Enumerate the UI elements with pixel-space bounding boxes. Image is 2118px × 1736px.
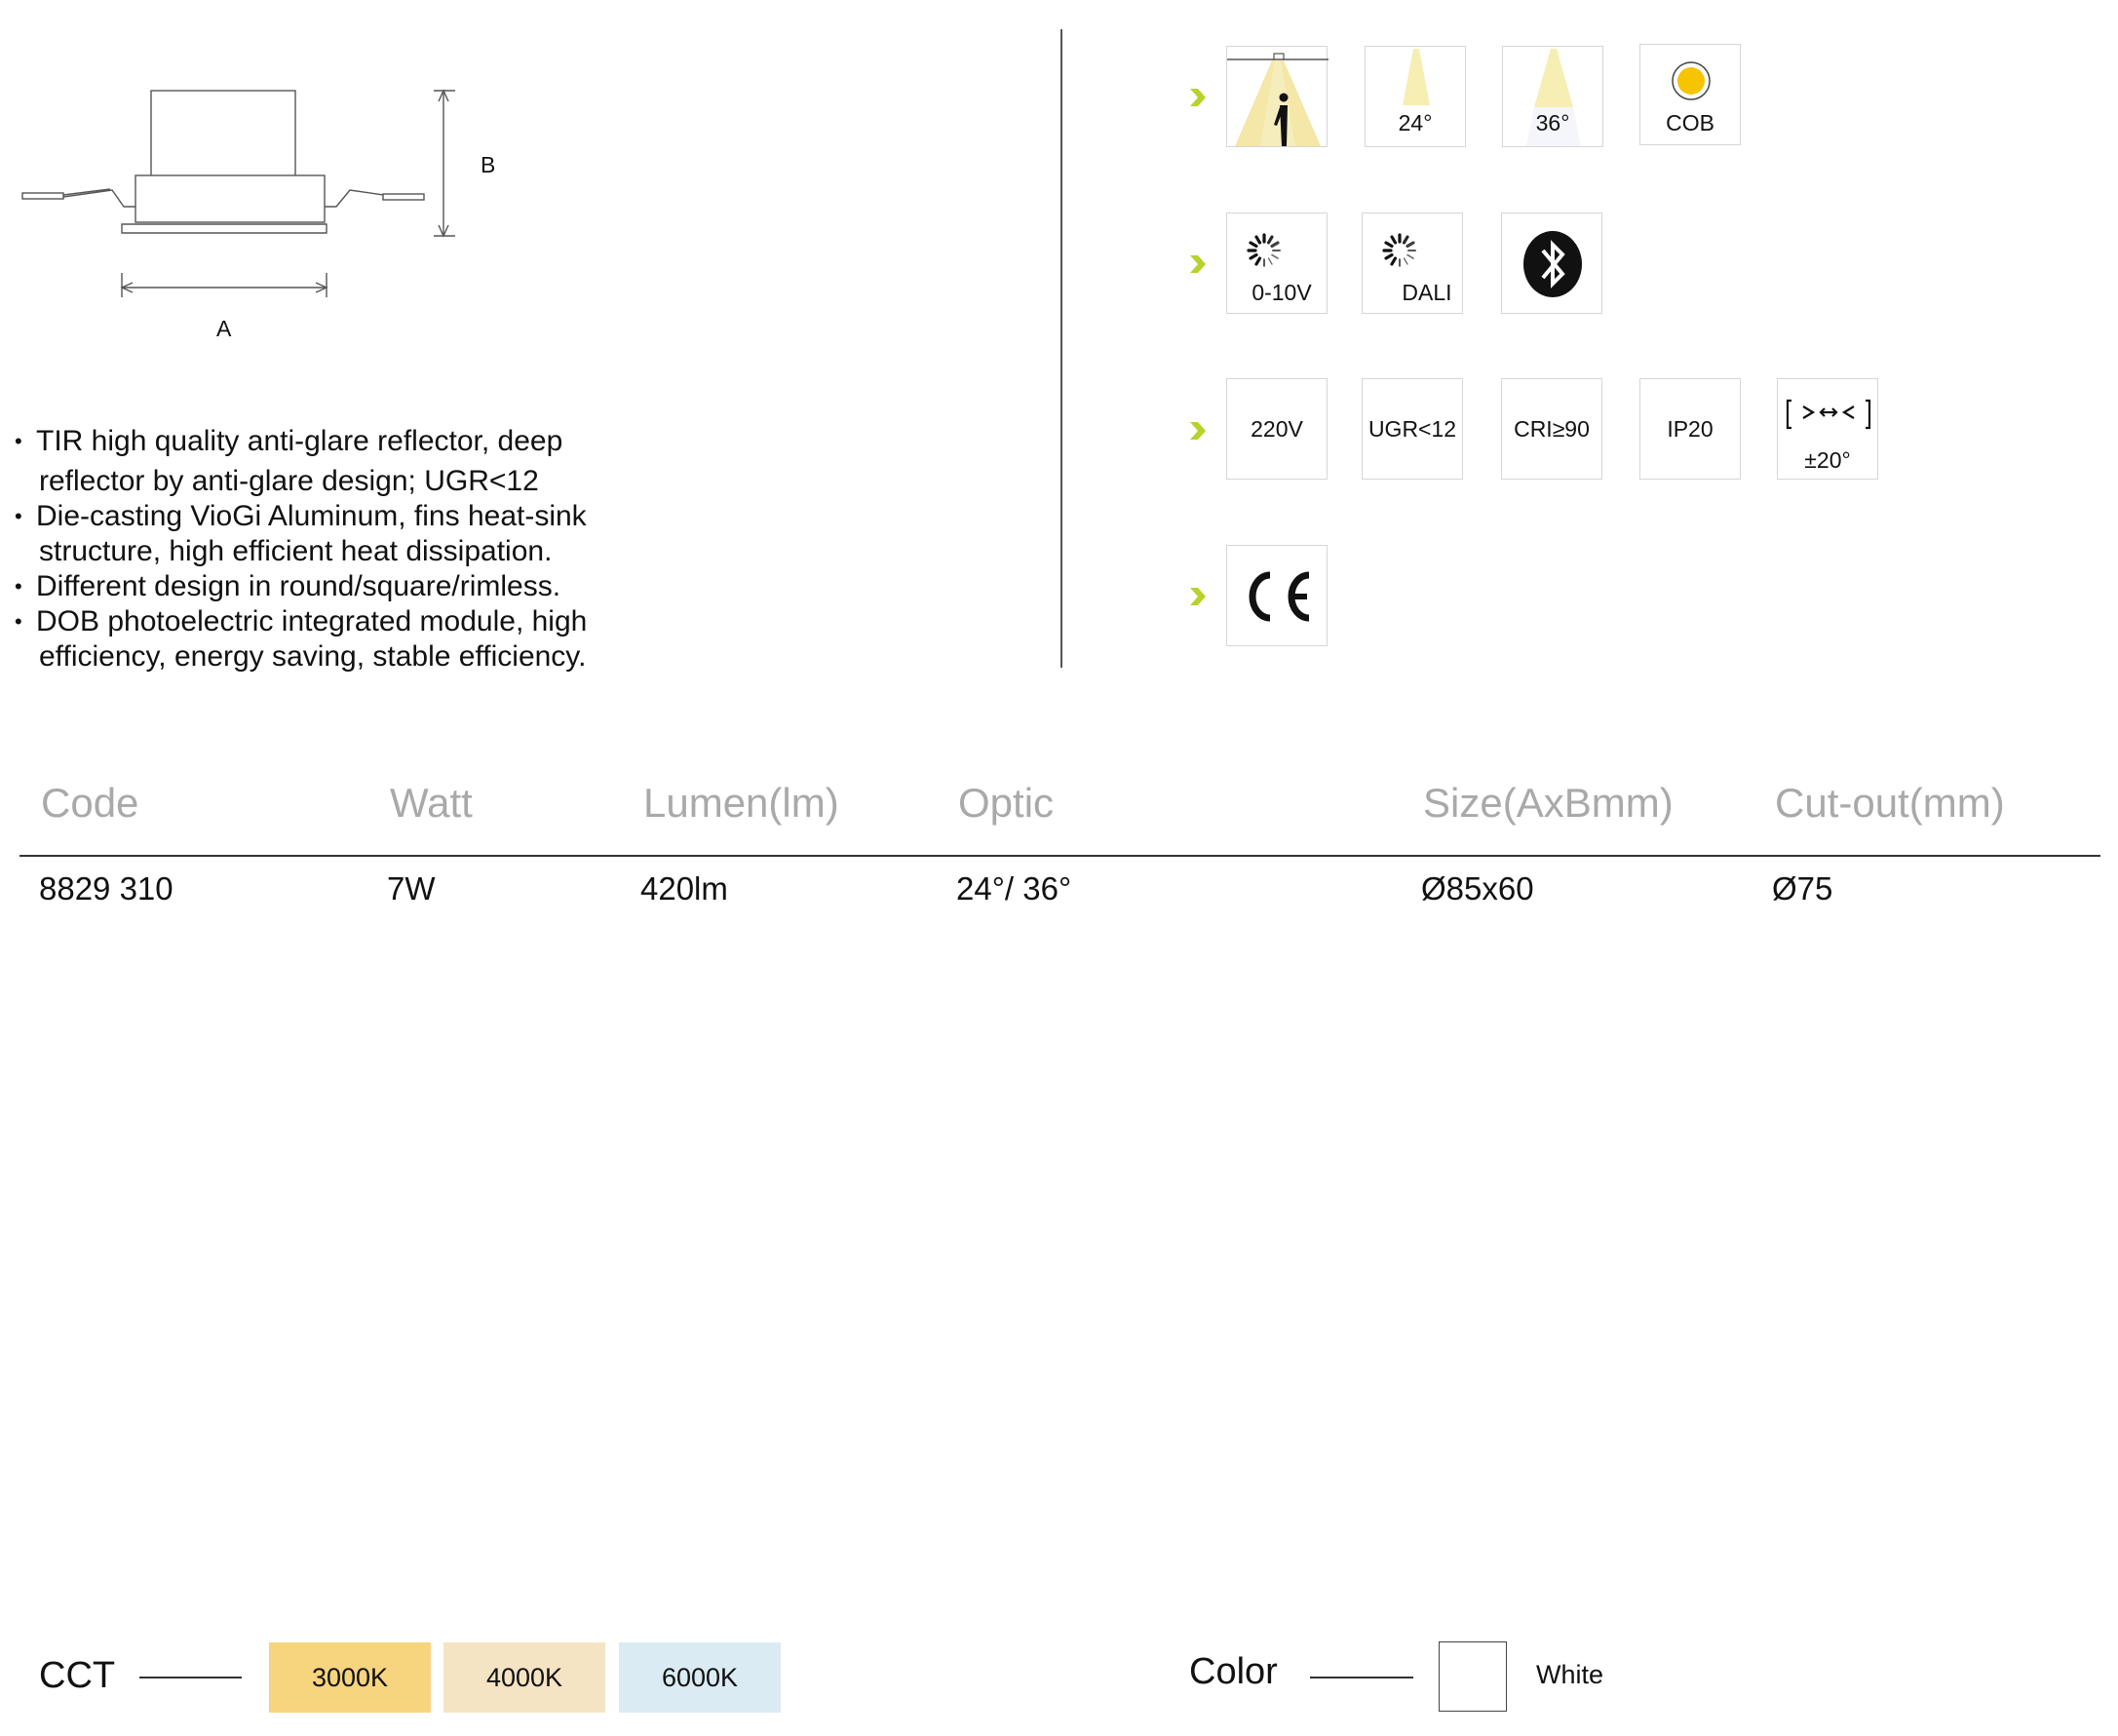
feature-text-continued: structure, high efficient heat dissipation. (39, 535, 553, 567)
bluetooth-icon-box (1501, 212, 1602, 314)
feature-text: TIR high quality anti-glare reflector, deep (36, 425, 563, 457)
dimension-b-label: B (481, 152, 496, 177)
cct-connector-line (139, 1677, 242, 1678)
beam-24-icon-box (1365, 46, 1466, 147)
cell-cutout: Ø75 (1772, 870, 1833, 907)
dali-label: DALI (1402, 280, 1452, 305)
row-arrow-icon (1190, 89, 1206, 106)
product-dimension-drawing (15, 39, 521, 351)
cct-swatch-6000k (619, 1642, 781, 1713)
color-label: Color (1189, 1651, 1278, 1692)
cob-label: COB (1666, 110, 1714, 135)
color-value: White (1536, 1660, 1604, 1689)
ip-rating-label: IP20 (1667, 416, 1714, 442)
feature-item (15, 569, 697, 604)
row-arrow-icon (1190, 588, 1206, 605)
ugr-icon-box (1362, 378, 1463, 480)
voltage-label: 220V (1251, 416, 1303, 442)
feature-text: DOB photoelectric integrated module, high (36, 605, 588, 637)
row-arrow-icon (1190, 422, 1206, 440)
dimming-0-10v-icon-box (1226, 212, 1328, 314)
column-header-code: Code (41, 780, 139, 826)
ce-mark-icon (1227, 546, 1329, 647)
bluetooth-icon (1502, 213, 1603, 315)
feature-text-continued: reflector by anti-glare design; UGR<12 (39, 465, 539, 497)
dali-icon-box (1362, 212, 1463, 314)
anti-glare-person-icon (1227, 47, 1329, 148)
beam-36-label: 36° (1535, 110, 1570, 135)
feature-item (15, 604, 697, 675)
feature-text-continued: efficiency, energy saving, stable efficiency. (39, 640, 587, 673)
table-header-divider (19, 855, 2100, 857)
beam-24-label: 24° (1398, 110, 1433, 135)
ip-rating-icon-box (1639, 378, 1741, 480)
feature-text: Die-casting VioGi Aluminum, fins heat-sink (36, 500, 587, 532)
column-header-cutout: Cut-out(mm) (1775, 780, 2005, 826)
cell-size: Ø85x60 (1421, 870, 1534, 907)
cct-swatch-4000k (443, 1642, 605, 1713)
column-header-size: Size(AxBmm) (1423, 780, 1674, 826)
feature-list (15, 424, 697, 675)
dimming-0-10v-label: 0-10V (1252, 280, 1312, 305)
voltage-icon-box (1226, 378, 1328, 480)
row-arrow-icon (1190, 255, 1206, 273)
cell-code: 8829 310 (39, 870, 173, 907)
feature-item (15, 424, 697, 499)
cell-watt: 7W (387, 870, 436, 907)
cct-swatch-3000k (269, 1642, 431, 1713)
cct-swatch-label: 3000K (311, 1662, 389, 1692)
tilt-angle-label: ±20° (1804, 447, 1851, 473)
column-header-lumen: Lumen(lm) (643, 780, 839, 826)
anti-glare-spot-icon-box (1226, 46, 1328, 147)
color-connector-line (1310, 1677, 1413, 1678)
column-header-optic: Optic (958, 780, 1055, 826)
tilt-angle-icon-box (1777, 378, 1878, 480)
vertical-divider (1060, 29, 1062, 668)
cri-icon-box (1501, 378, 1602, 480)
column-header-watt: Watt (390, 780, 473, 826)
beam-36-icon-box (1502, 46, 1603, 147)
feature-item (15, 499, 697, 569)
cct-swatch-label: 6000K (661, 1662, 739, 1692)
cob-icon-box (1639, 44, 1741, 145)
dimension-a-label: A (216, 316, 232, 341)
feature-text: Different design in round/square/rimless. (36, 570, 561, 602)
cell-optic: 24°/ 36° (956, 870, 1072, 907)
cct-label: CCT (39, 1655, 116, 1696)
color-swatch-white (1439, 1641, 1507, 1712)
downlight-outline-drawing (15, 39, 521, 351)
cell-lumen: 420lm (640, 870, 728, 907)
ce-mark-icon-box (1226, 545, 1328, 646)
cri-label: CRI≥90 (1514, 416, 1590, 442)
cct-swatch-label: 4000K (485, 1662, 563, 1692)
ugr-label: UGR<12 (1367, 416, 1457, 442)
